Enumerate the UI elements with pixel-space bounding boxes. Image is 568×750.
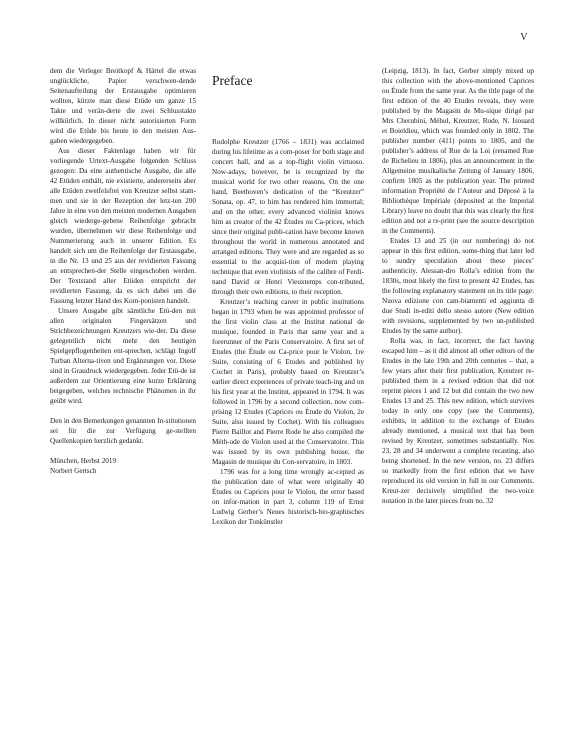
place-date: München, Herbst 2019 [50,457,117,465]
paragraph: Unsere Ausgabe gibt sämtliche Etü-den mit allen originalen Fingersätzen und Strichbezeichnungen Kreutzers wie-der. Da diese gelegentlich nicht mehr den heutigen Spielgepflogenheiten ent-sprechen, schlägt Ingolf Turban Alterna-tiven und Ergänzungen vor. Diese sind in Graudruck wiedergegeben. Jeder Etü-de ist außerdem zur Orientierung eine kurze Erklärung beigegeben, welches technische Phänomen in ihr geübt wird. [50,307,196,405]
paragraph: dem die Verleger Breitkopf & Härtel die etwas unglückliche, Papier verschwen-dende Seitenaufteilung der Erstausgabe optimieren wollten, kürzte man diese Etüde um ganze 15 Takte und verän-derte die zwei Schlusstakte willkürlich. In dieser nicht autorisierten Form wird die Etüde bis heute in den meisten Aus-gaben wiedergegeben. [50,67,196,145]
english-text-column-1 [212,137,364,527]
section-title: Preface [212,73,253,88]
paragraph: Kreutzer’s teaching career in public institutions began in 1793 when he was appointed professor of the first violin class at the Institut national de musique, founded in Paris that same year and a forerunner of the Paris Conservatoire. A first set of Etudes (the Étude ou Ca-price pour le Violon, 1re Suite, consisting of 6 Etudes and published by Cochet in Paris), probably based on Kreutzer’s earlier direct experiences of private teach-ing and on his first year at the Institut, appeared in 1794. It was followed in 1796 by a second collection, now com-prising 12 Etudes (Caprices ou Étude du Violon, 2e Suite, also issued by Cochet). With his colleagues Pierre Baillot and Pierre Rode he also compiled the Méth-ode de Violon used at the Conservatoire. This was issued by its own publishing house, the Magasin de musique du Con-servatoire, in 1803. [212,298,364,466]
paragraph: Rolla was, in fact, incorrect, the fact having escaped him – as it did almost all other editors of the Etudes in the late 19th and 20th centuries – that, a few years after their first publication, Kreutzer re-published them in a revised edition that did not reprint pieces 1 and 12 but did contain the two new Etudes 13 and 25. This new edition, which survives today in only one copy (see the Comments), exhibits, in addition to the exchange of Etudes already mentioned, a musical text that has been revised by Kreutzer, sometimes substantially. Nos 23, 28 and 34 underwent a complete recasting, also being shortened. In the new version, no. 23 differs so markedly from the first edition that we have reproduced its old version in full in our Comments. Kreut-zer decisively simplified the two-voice notation in the later pieces from no. 32 [382,337,534,505]
english-text-column-2 [382,66,534,506]
paragraph: (Leipzig, 1813). In fact, Gerber simply mixed up this collection with the above-mentioned Caprices ou Étude from the same year. As the title page of the first edition of the 40 Etudes reveals, they were published by the Magasin de Mu-sique dirigé par Mrs Cherubini, Méhul, Kreutzer, Rode, N. Isouard et Boieldieu, which was founded only in 1802. The publisher number (411) points to 1805, and the publisher’s address of Rue de la Loi (renamed Rue de Richelieu in 1806), plus an announcement in the Allgemeine musikalische Zeitung of January 1806, confirm 1805 as the publication year. The printed information Propriété de l’Auteur and Déposé à la Bibliothèque Impériale (deposited at the Imperial Library) leave no doubt that this was clearly the first edition and not a re-print (see the source description in the Comments). [382,67,534,235]
signature-block [50,456,196,476]
paragraph: Etudes 13 and 25 (in our numbering) do not appear in this first edition, some-thing that later led to sundry speculation about these pieces’ authenticity. Alessan-dro Rolla’s edition from the 1830s, most likely the first to present 42 Etudes, has the following explanatory statement on its title page: Nuova edizione con cam-biamenti ed aggiunta di due Studi in-editi dello stesso autore (New edition with revisions, supplemented by two un-published Etudes by the same author). [382,237,534,335]
german-text-column [50,66,196,476]
paragraph: Rodolphe Kreutzer (1766 – 1831) was acclaimed during his lifetime as a com-poser for both stage and concert hall, and as a top-flight violin virtuoso. Now-adays, however, he is recognized by the musical world for two other reasons. On the one hand, Beethoven’s dedication of the “Kreutzer” Sonata, op. 47, to him has rendered him immortal; and on the other, every advanced violinist knows him as creator of the 42 Études ou Ca-prices, which since their original publi-cation have become known throughout the world in numerous annotated and arranged editions. They were and are regarded as so essential to the acquisi-tion of modern playing technique that even violinists of the calibre of Ferdi-nand David or Henri Vieuxtemps con-tributed, through their own editions, to their reception. [212,138,364,296]
paragraph: 1796 was for a long time wrongly ac-cepted as the publication date of what were originally 40 Études ou Caprices pour le Violon, the error based on infor-mation in part 3, column 119 of Ernst Ludwig Gerber’s Neues historisch-bio-graphisches Lexikon der Tonkünstler [212,468,364,526]
paragraph: Aus dieser Faktenlage haben wir für vorliegende Urtext-Ausgabe folgenden Schluss gezogen: Da eine authentische Ausgabe, die alle 42 Etüden enthält, nie existierte, andererseits aber alle Etüden zweifelsfrei von Kreutzer selbst stam-men und sie in der Rezeption der letz-ten 200 Jahre in eine von den meisten modernen Ausgaben gleich wiederge-gebene Reihenfolge gebracht wurden, übernehmen wir diese Reihenfolge und Nummerierung auch in unserer Edition. Es handelt sich um die Reihenfolge der Erstausgabe, in die Nr. 13 und 25 aus der revidierten Fassung an entsprechen-der Stelle eingeschoben werden. Der Textstand aller Etüden entspricht der revidierten Fassung, da es sich dabei um die Fassung letzter Hand des Kom-ponisten handelt. [50,147,196,305]
author-name: Norbert Gertsch [50,467,97,475]
page-number: V [520,32,528,43]
acknowledgement-paragraph: Den in den Bemerkungen genannten In-stitutionen sei für die zur Verfügung ge-stellten Quellenkopien herzlich gedankt. [50,417,196,445]
